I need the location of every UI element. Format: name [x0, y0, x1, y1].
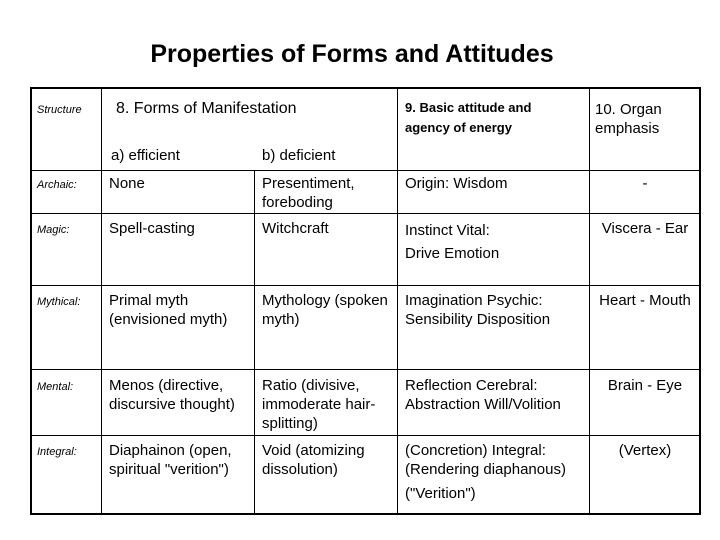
row-organ: Viscera - Ear [601, 220, 689, 237]
row-organ: Heart - Mouth [599, 292, 691, 309]
header-organ-line1: 10. Organ [595, 101, 662, 118]
row-deficient: Mythology (spoken myth) [262, 292, 388, 328]
row-efficient: Primal myth (envisioned myth) [109, 292, 228, 328]
row-divider [30, 435, 701, 436]
header-attitude-line2: agency of energy [405, 120, 512, 135]
row-deficient: Ratio (divisive, immoderate hair-splitting) [262, 377, 376, 432]
row-efficient: Diaphainon (open, spiritual "verition") [109, 442, 232, 478]
row-deficient: Presentiment, foreboding [262, 175, 355, 211]
column-divider [254, 170, 255, 515]
row-attitude-text: (Concretion) Integral: (Rendering diaphanous) [405, 442, 566, 478]
header-deficient: b) deficient [262, 147, 336, 164]
column-divider [397, 87, 398, 515]
row-organ: - [642, 175, 648, 192]
row-attitude [405, 219, 585, 265]
row-attitude: Reflection Cerebral: Abstraction Will/Volition [405, 377, 561, 413]
row-deficient: Witchcraft [262, 220, 329, 237]
header-forms: 8. Forms of Manifestation [116, 100, 297, 117]
row-divider [30, 213, 701, 214]
header-attitude-line1: 9. Basic attitude and [405, 100, 532, 115]
row-attitude-line1: Instinct Vital: [405, 222, 490, 239]
header-efficient: a) efficient [111, 147, 180, 164]
row-attitude-line3: ("Verition") [405, 485, 476, 502]
row-efficient: Spell-casting [109, 220, 195, 237]
row-attitude: Imagination Psychic: Sensibility Disposition [405, 292, 551, 328]
header-organ [595, 100, 695, 138]
row-divider [30, 170, 701, 171]
row-efficient: None [109, 175, 145, 192]
row-attitude [405, 441, 585, 503]
header-structure: Structure [37, 104, 82, 116]
row-structure: Integral: [37, 446, 77, 458]
row-structure: Mythical: [37, 296, 81, 308]
column-divider [101, 87, 102, 515]
row-organ: (Vertex) [618, 442, 672, 459]
row-efficient: Menos (directive, discursive thought) [109, 377, 235, 413]
row-divider [30, 369, 701, 370]
row-organ: Brain - Eye [607, 377, 683, 394]
row-structure: Mental: [37, 381, 74, 393]
row-attitude: Origin: Wisdom [405, 175, 508, 192]
row-attitude-line2: Drive Emotion [405, 245, 500, 262]
header-organ-line2: emphasis [595, 120, 660, 137]
header-attitude [405, 98, 585, 138]
row-deficient: Void (atomizing dissolution) [262, 442, 365, 478]
row-structure: Magic: [37, 224, 70, 236]
row-structure: Archaic: [37, 179, 77, 191]
page-title: Properties of Forms and Attitudes [150, 40, 554, 68]
row-divider [30, 285, 701, 286]
